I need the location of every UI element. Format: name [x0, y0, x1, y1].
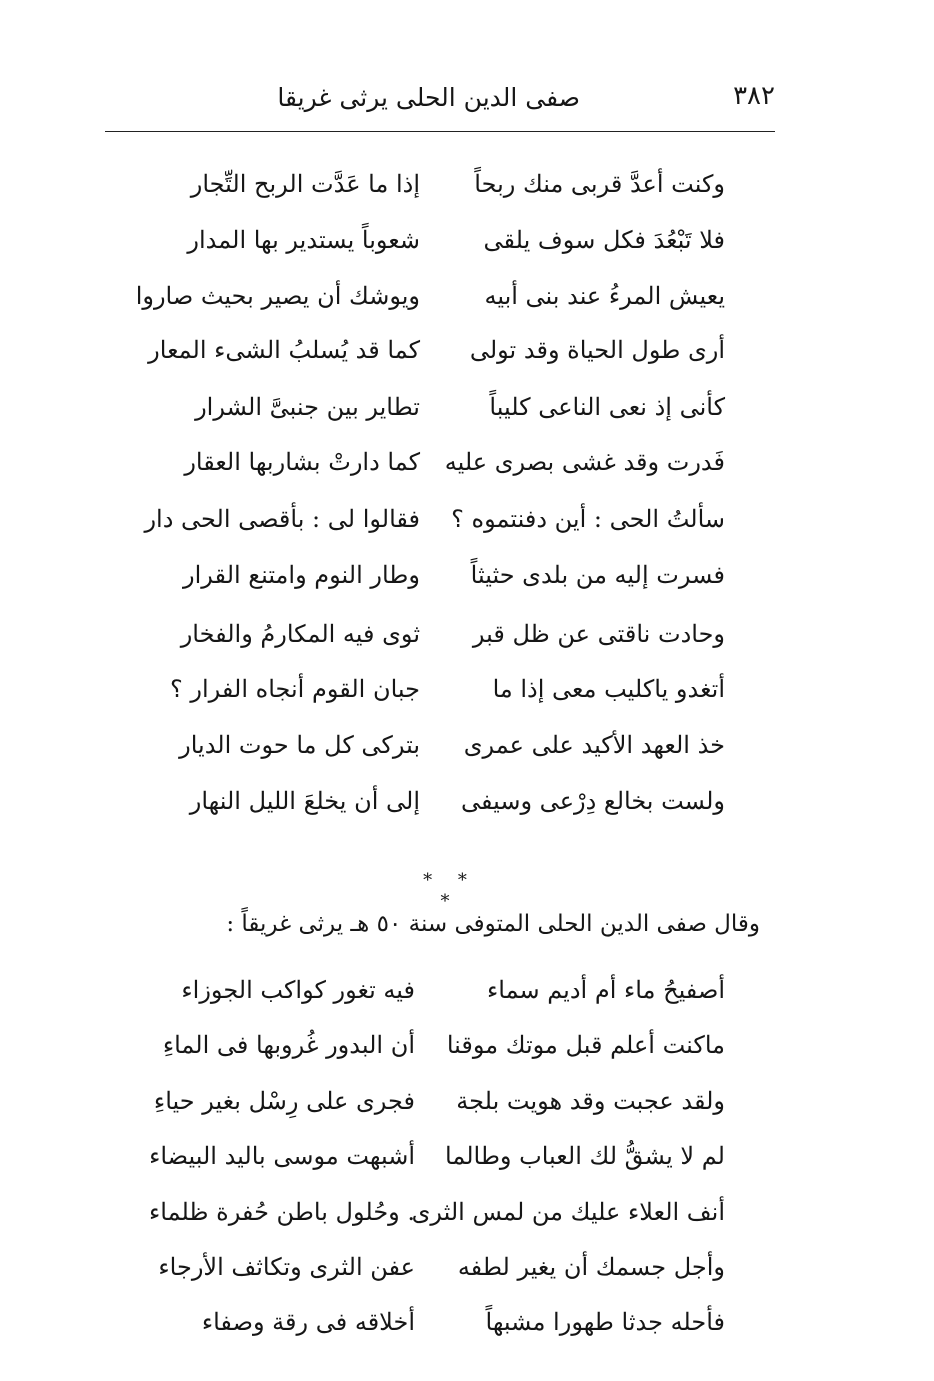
- first-hemistich: فلا تَبْعُدَ فكل سوف يلقى: [483, 226, 725, 254]
- verse-line: [158, 1245, 725, 1289]
- verse-line: [148, 328, 725, 372]
- second-hemistich: جبان القوم أنجاه الفرار ؟: [170, 675, 420, 703]
- second-hemistich: فيه تغور كواكب الجوزاء: [181, 976, 415, 1004]
- first-hemistich: أتغدو ياكليب معى إذا ما: [492, 675, 725, 703]
- second-hemistich: بتركى كل ما حوت الديار: [179, 731, 420, 759]
- verse-line: [170, 385, 725, 429]
- second-hemistich: أن البدور غُروبها فى الماءِ: [162, 1031, 415, 1059]
- first-hemistich: ماكنت أعلم قبل موتك موقنا: [446, 1031, 725, 1059]
- first-hemistich: فسرت إليه من بلدى حثيثاً: [470, 561, 725, 589]
- first-hemistich: أرى طول الحياة وقد تولى: [469, 336, 725, 364]
- first-hemistich: أصفيحُ ماء أم أديم سماء: [486, 976, 725, 1004]
- first-hemistich: وحادت ناقتى عن ظل قبر: [472, 620, 725, 648]
- verse-line: [170, 779, 725, 823]
- verse-line: [170, 723, 725, 767]
- verse-line: [170, 218, 725, 262]
- first-hemistich: وأجل جسمك أن يغير لطفه: [457, 1253, 725, 1281]
- verse-line: [170, 612, 725, 656]
- second-hemistich: كما دارتْ بشاربها العقار: [184, 448, 420, 476]
- verse-line: [148, 1190, 725, 1234]
- verse-line: [170, 162, 725, 206]
- page-header: [105, 75, 775, 125]
- page-number: ٣٨٢: [733, 81, 775, 111]
- verse-line: [149, 1134, 725, 1178]
- second-hemistich: شعوباً يستدير بها المدار: [187, 226, 420, 254]
- verse-line: [170, 1300, 725, 1344]
- verse-line: [170, 553, 725, 597]
- first-hemistich: فَدرت وقد غشى بصرى عليه: [444, 448, 725, 476]
- first-hemistich: فأحله جدثا طهورا مشبهاً: [485, 1308, 725, 1336]
- first-hemistich: خذ العهد الأكيد على عمرى: [463, 731, 725, 759]
- first-hemistich: وكنت أعدَّ قربى منك ربحاً: [474, 170, 725, 198]
- second-hemistich: أشبهت موسى باليد البيضاء: [149, 1142, 415, 1170]
- running-title: صفى الدين الحلى يرثى غريقا: [277, 83, 580, 112]
- second-hemistich: أخلاقه فى رقة وصفاء: [201, 1308, 415, 1336]
- second-hemistich: ثوى فيه المكارمُ والفخار: [180, 620, 420, 648]
- first-hemistich: ولست بخالع دِرْعى وسيفى: [460, 787, 725, 815]
- header-rule: [105, 131, 775, 132]
- second-hemistich: عفن الثرى وتكاثف الأرجاء: [158, 1253, 415, 1281]
- second-hemistich: . وحُلول باطن حُفرة ظلماء: [148, 1198, 415, 1226]
- section-separator: * * *: [423, 870, 477, 912]
- verse-line: [170, 440, 725, 484]
- first-hemistich: كأنى إذ نعى الناعى كليباً: [489, 393, 725, 421]
- second-hemistich: إذا ما عَدَّت الربح التِّجار: [190, 170, 420, 198]
- verse-line: [135, 274, 725, 318]
- verse-line: [170, 667, 725, 711]
- first-hemistich: لم لا يشقُّ لك العباب وطالما: [445, 1142, 725, 1170]
- verse-line: [153, 1079, 725, 1123]
- verse-line: [144, 497, 725, 541]
- first-hemistich: ولقد عجبت وقد هويت بلجة: [456, 1087, 725, 1115]
- verse-line: [162, 1023, 725, 1067]
- second-hemistich: فقالوا لى : بأقصى الحى دار: [144, 505, 420, 533]
- second-hemistich: إلى أن يخلعَ الليل النهار: [189, 787, 420, 815]
- second-hemistich: تطاير بين جنبىَّ الشرار: [195, 393, 420, 421]
- first-hemistich: أنف العلاء عليك من لمس الثرى: [411, 1198, 725, 1226]
- verse-line: [170, 968, 725, 1012]
- first-hemistich: يعيش المرءُ عند بنى أبيه: [484, 282, 725, 310]
- second-hemistich: ويوشك أن يصير بحيث صاروا: [135, 282, 420, 310]
- poem-introduction: وقال صفى الدين الحلى المتوفى سنة ٥٠ هـ يرثى غريقاً :: [226, 911, 760, 937]
- second-hemistich: فجرى على رِسْل بغير حياءِ: [153, 1087, 415, 1115]
- first-hemistich: سألتُ الحى : أين دفنتموه ؟: [451, 505, 725, 533]
- second-hemistich: كما قد يُسلبُ الشىء المعار: [148, 336, 420, 364]
- second-hemistich: وطار النوم وامتنع القرار: [183, 561, 420, 589]
